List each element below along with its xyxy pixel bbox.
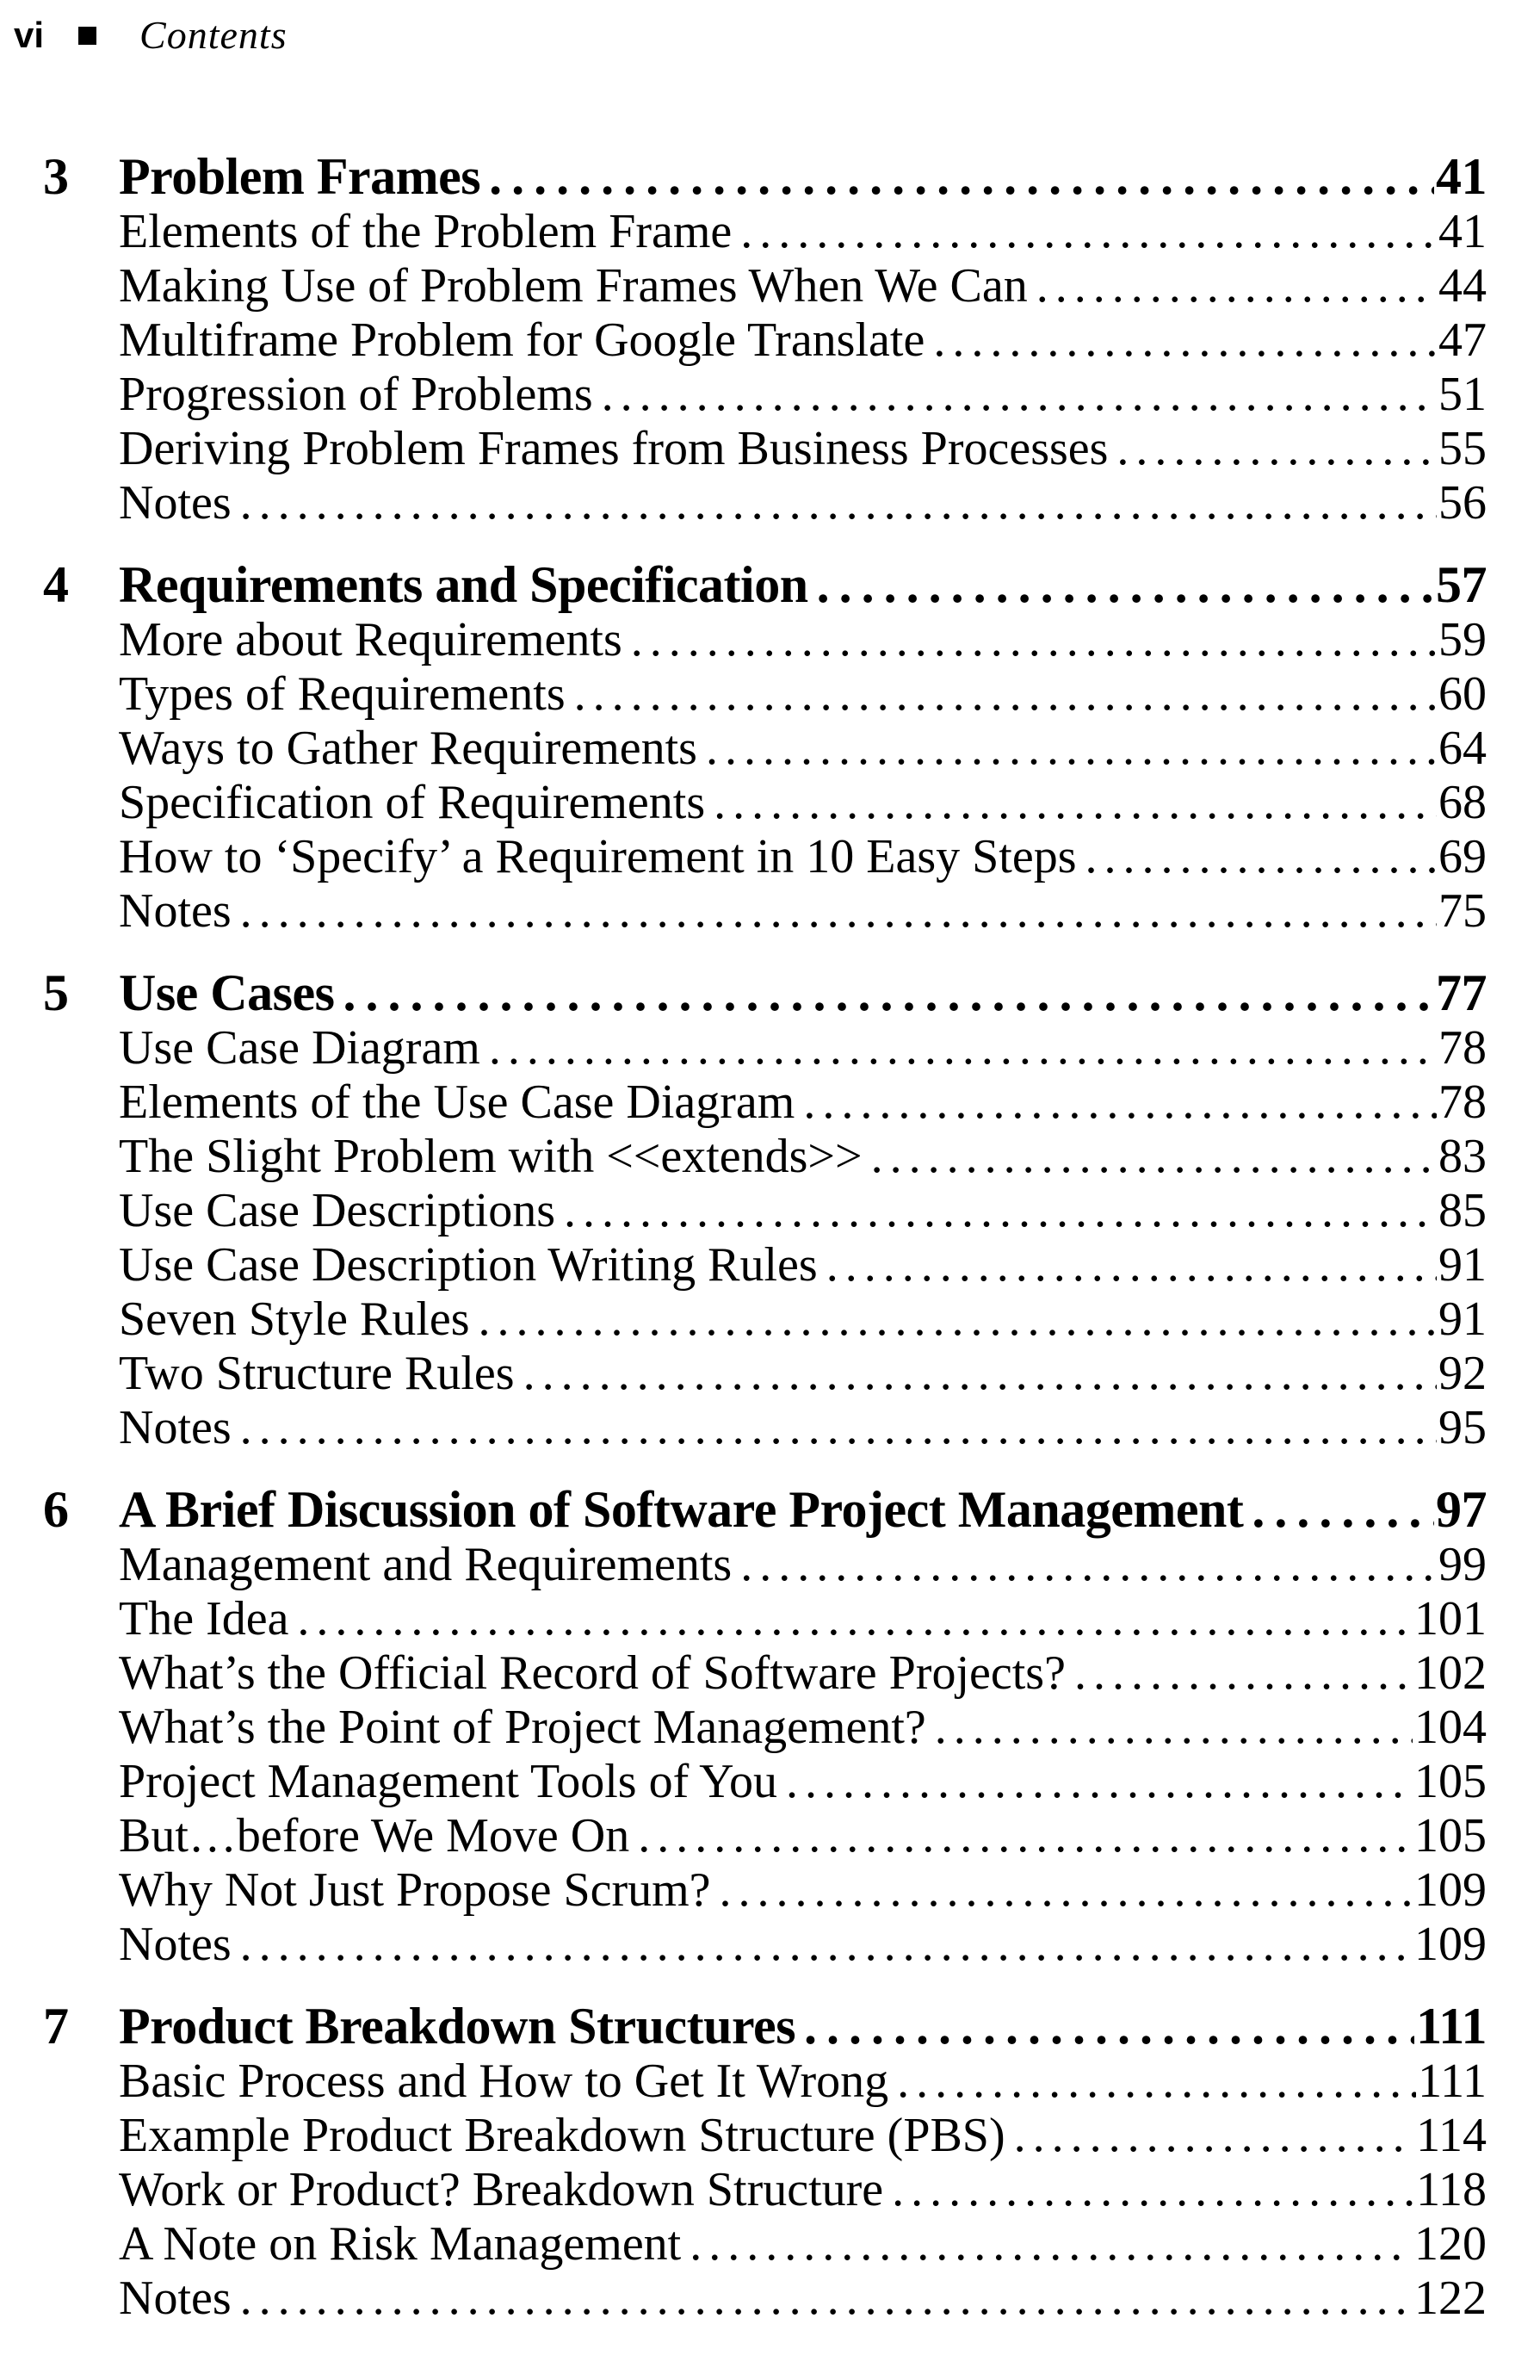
dot-leader [232, 884, 1437, 939]
section-title: The Slight Problem with <<extends>> [119, 1130, 863, 1183]
chapter-heading [43, 1998, 1487, 2055]
section-title: Seven Style Rules [119, 1292, 470, 1346]
section-page-number: 85 [1438, 1184, 1487, 1237]
section-title: What’s the Official Record of Software Projects? [119, 1646, 1066, 1700]
toc-entry [119, 313, 1487, 368]
toc-entry [119, 1075, 1487, 1130]
toc-entry [119, 613, 1487, 667]
section-page-number: 60 [1438, 667, 1487, 721]
dot-leader [705, 776, 1437, 830]
section-title: Elements of the Use Case Diagram [119, 1075, 795, 1129]
chapter-title: Problem Frames [119, 148, 481, 205]
chapter-title: A Brief Discussion of Software Project Management [119, 1481, 1244, 1538]
toc-entry [119, 1646, 1487, 1701]
chapter-page-number: 97 [1436, 1481, 1487, 1538]
toc-entry [119, 1809, 1487, 1863]
section-title: Use Case Diagram [119, 1021, 480, 1075]
chapter-block [43, 1481, 1487, 1972]
toc-entry [119, 667, 1487, 722]
toc-entry [119, 1701, 1487, 1755]
section-title: Notes [119, 1401, 232, 1454]
section-page-number: 75 [1438, 884, 1487, 938]
section-title: More about Requirements [119, 613, 622, 666]
chapter-title: Product Breakdown Structures [119, 1998, 796, 2055]
dot-leader [818, 1238, 1437, 1292]
chapter-block [43, 556, 1487, 939]
section-title: A Note on Risk Management [119, 2217, 682, 2271]
section-title: Two Structure Rules [119, 1347, 515, 1400]
chapter-number: 4 [43, 556, 69, 613]
section-title: What’s the Point of Project Management? [119, 1701, 926, 1754]
section-title: Use Case Description Writing Rules [119, 1238, 818, 1292]
toc-entry [119, 476, 1487, 530]
dot-leader [795, 1075, 1437, 1130]
toc-entry [119, 1755, 1487, 1809]
chapter-page-number: 77 [1436, 964, 1487, 1021]
chapter-block [43, 1998, 1487, 2326]
dot-leader [232, 2272, 1413, 2326]
chapter-page-number: 111 [1416, 1998, 1487, 2055]
toc-entry [119, 2272, 1487, 2326]
section-title: But…before We Move On [119, 1809, 630, 1862]
dot-leader [515, 1347, 1437, 1401]
section-page-number: 114 [1416, 2109, 1487, 2162]
section-page-number: 99 [1438, 1538, 1487, 1591]
dot-leader [777, 1755, 1413, 1809]
section-page-number: 83 [1438, 1130, 1487, 1183]
toc-entry [119, 2055, 1487, 2109]
section-page-number: 64 [1438, 722, 1487, 775]
dot-leader [732, 205, 1437, 259]
dot-leader [888, 2055, 1416, 2109]
section-page-number: 122 [1414, 2272, 1487, 2325]
dot-leader [1077, 830, 1437, 884]
dot-leader [1028, 259, 1437, 313]
dot-leader [681, 2217, 1413, 2272]
chapter-heading [43, 148, 1487, 205]
section-title: Types of Requirements [119, 667, 566, 721]
dot-leader [480, 1021, 1437, 1075]
toc-entry [119, 422, 1487, 476]
section-title: Ways to Gather Requirements [119, 722, 697, 775]
chapter-number: 7 [43, 1998, 69, 2055]
section-title: Why Not Just Propose Scrum? [119, 1863, 711, 1917]
section-title: Example Product Breakdown Structure (PBS) [119, 2109, 1005, 2162]
dot-leader [883, 2163, 1414, 2217]
toc-entry [119, 1130, 1487, 1184]
dot-leader [334, 964, 1434, 1021]
section-page-number: 47 [1438, 313, 1487, 367]
section-page-number: 105 [1414, 1755, 1487, 1808]
dot-leader [232, 476, 1437, 530]
dot-leader [1005, 2109, 1414, 2163]
section-page-number: 69 [1438, 830, 1487, 883]
dot-leader [593, 368, 1437, 422]
chapter-heading [43, 964, 1487, 1021]
chapter-title: Use Cases [119, 964, 335, 1021]
toc-entry [119, 1401, 1487, 1455]
chapter-heading [43, 1481, 1487, 1538]
section-title: Notes [119, 1918, 232, 1971]
section-page-number: 91 [1438, 1238, 1487, 1292]
chapter-block [43, 148, 1487, 530]
toc-entry [119, 884, 1487, 939]
dot-leader [926, 1701, 1413, 1755]
toc-entry [119, 1863, 1487, 1918]
toc-entry [119, 722, 1487, 776]
section-title: The Idea [119, 1592, 289, 1646]
square-marker-icon [78, 27, 96, 45]
section-page-number: 68 [1438, 776, 1487, 829]
chapter-block [43, 964, 1487, 1455]
dot-leader [480, 148, 1434, 205]
page-header [0, 0, 1540, 60]
section-page-number: 78 [1438, 1075, 1487, 1129]
dot-leader [697, 722, 1437, 776]
section-title: Notes [119, 476, 232, 530]
dot-leader [1243, 1481, 1434, 1538]
toc-entry [119, 368, 1487, 422]
chapter-title: Requirements and Specification [119, 556, 808, 613]
chapter-number: 6 [43, 1481, 69, 1538]
section-page-number: 109 [1414, 1863, 1487, 1917]
dot-leader [629, 1809, 1413, 1863]
dot-leader [1108, 422, 1437, 476]
section-page-number: 95 [1438, 1401, 1487, 1454]
chapter-number: 5 [43, 964, 69, 1021]
dot-leader [925, 313, 1437, 368]
toc-entry [119, 2217, 1487, 2272]
toc-entry [119, 2109, 1487, 2163]
running-head-title: Contents [139, 13, 288, 57]
section-title: Notes [119, 884, 232, 938]
dot-leader [863, 1130, 1437, 1184]
chapter-heading [43, 556, 1487, 613]
section-page-number: 118 [1416, 2163, 1487, 2216]
section-title: Work or Product? Breakdown Structure [119, 2163, 884, 2216]
section-title: Elements of the Problem Frame [119, 205, 733, 258]
chapter-page-number: 57 [1436, 556, 1487, 613]
section-page-number: 101 [1414, 1592, 1487, 1646]
toc-entry [119, 259, 1487, 313]
toc-entry [119, 1021, 1487, 1075]
dot-leader [232, 1918, 1413, 1972]
dot-leader [795, 1998, 1414, 2055]
section-page-number: 91 [1438, 1292, 1487, 1346]
section-title: Project Management Tools of You [119, 1755, 777, 1808]
section-title: Specification of Requirements [119, 776, 706, 829]
section-title: Notes [119, 2272, 232, 2325]
section-title: Deriving Problem Frames from Business Processes [119, 422, 1109, 475]
section-page-number: 92 [1438, 1347, 1487, 1400]
folio-page-number: vi [14, 15, 45, 55]
toc-entry [119, 1292, 1487, 1347]
section-page-number: 59 [1438, 613, 1487, 666]
toc-entry [119, 1918, 1487, 1972]
dot-leader [711, 1863, 1413, 1918]
toc-entry [119, 205, 1487, 259]
section-page-number: 109 [1414, 1918, 1487, 1971]
section-title: Progression of Problems [119, 368, 593, 421]
dot-leader [1066, 1646, 1413, 1701]
section-title: Multiframe Problem for Google Translate [119, 313, 925, 367]
toc-entry [119, 830, 1487, 884]
toc-entry [119, 2163, 1487, 2217]
dot-leader [232, 1401, 1437, 1455]
chapter-page-number: 41 [1436, 148, 1487, 205]
section-page-number: 102 [1414, 1646, 1487, 1700]
dot-leader [808, 556, 1434, 613]
toc [0, 148, 1540, 2326]
section-title: Basic Process and How to Get It Wrong [119, 2055, 889, 2108]
dot-leader [732, 1538, 1437, 1592]
dot-leader [555, 1184, 1437, 1238]
dot-leader [470, 1292, 1437, 1347]
section-page-number: 104 [1414, 1701, 1487, 1754]
dot-leader [288, 1592, 1413, 1646]
section-title: Making Use of Problem Frames When We Can [119, 259, 1028, 313]
toc-entry [119, 1592, 1487, 1646]
toc-entry [119, 1538, 1487, 1592]
section-page-number: 111 [1418, 2055, 1487, 2108]
dot-leader [622, 613, 1437, 667]
toc-entry [119, 1347, 1487, 1401]
toc-entry [119, 1184, 1487, 1238]
section-page-number: 41 [1438, 205, 1487, 258]
chapter-number: 3 [43, 148, 69, 205]
section-page-number: 78 [1438, 1021, 1487, 1075]
section-page-number: 44 [1438, 259, 1487, 313]
section-title: Management and Requirements [119, 1538, 733, 1591]
section-page-number: 56 [1438, 476, 1487, 530]
section-page-number: 120 [1414, 2217, 1487, 2271]
section-page-number: 105 [1414, 1809, 1487, 1862]
toc-entry [119, 776, 1487, 830]
section-page-number: 55 [1438, 422, 1487, 475]
section-title: Use Case Descriptions [119, 1184, 556, 1237]
section-page-number: 51 [1438, 368, 1487, 421]
toc-entry [119, 1238, 1487, 1292]
section-title: How to ‘Specify’ a Requirement in 10 Easy Steps [119, 830, 1077, 883]
dot-leader [566, 667, 1437, 722]
